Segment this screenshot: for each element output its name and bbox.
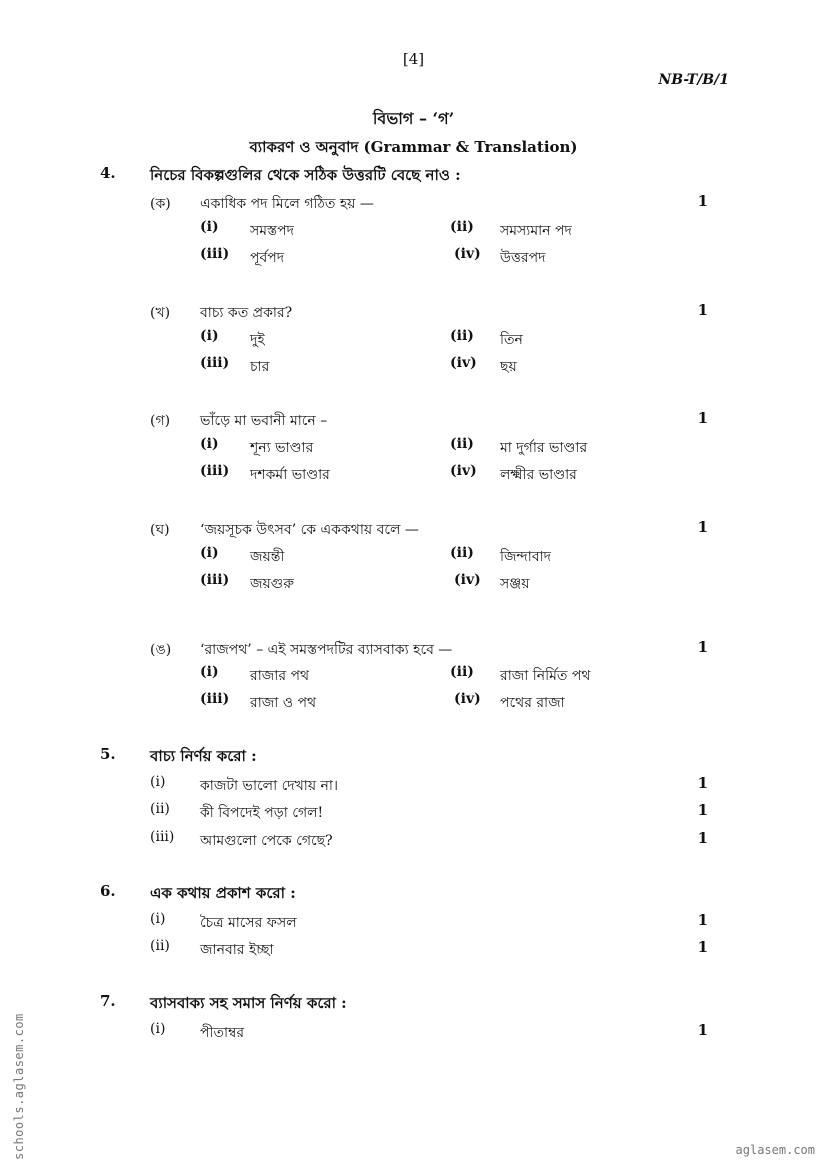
part-text: ‘রাজপথ’ – এই সমস্তপদটির ব্যাসবাক্য হবে — — [200, 642, 453, 658]
question-number: 4. — [100, 164, 116, 182]
option-label: (ii) — [450, 436, 474, 452]
item-label: (iii) — [150, 829, 175, 845]
part-label: (গ) — [150, 413, 171, 429]
part-text: ভাঁড়ে মা ভবানী মানে – — [200, 413, 328, 429]
marks: 1 — [697, 911, 708, 929]
option-text: ছয় — [500, 359, 517, 375]
option-label: (ii) — [450, 328, 474, 344]
option-text: তিন — [500, 332, 523, 348]
option-label: (iii) — [200, 463, 230, 479]
marks: 1 — [697, 192, 708, 210]
item-text: আমগুলো পেকে গেছে? — [200, 833, 333, 849]
option-text: চার — [250, 359, 270, 375]
item-text: কী বিপদেই পড়া গেল! — [200, 805, 324, 821]
option-label: (iii) — [200, 691, 230, 707]
item-label: (ii) — [150, 801, 170, 817]
option-text: সমস্যমান পদ — [500, 223, 572, 239]
question-text: নিচের বিকল্পগুলির থেকে সঠিক উত্তরটি বেছে নাও : — [150, 166, 461, 184]
question-text: ব্যাসবাক্য সহ সমাস নির্ণয় করো : — [150, 994, 347, 1012]
option-text: সঞ্জয় — [500, 576, 530, 592]
question-number: 5. — [100, 745, 116, 763]
option-label: (iv) — [450, 463, 477, 479]
item-label: (i) — [150, 774, 166, 790]
option-label: (iv) — [454, 691, 481, 707]
section-title: বিভাগ – ‘গ’ — [372, 109, 455, 128]
item-label: (ii) — [150, 938, 170, 954]
option-text: দুই — [250, 332, 265, 348]
marks: 1 — [697, 518, 708, 536]
question-number: 6. — [100, 882, 116, 900]
paper-code: NB-T/B/1 — [658, 72, 729, 88]
option-text: জিন্দাবাদ — [500, 549, 552, 565]
option-text: উত্তরপদ — [500, 250, 546, 266]
item-text: কাজটা ভালো দেখায় না। — [200, 778, 338, 794]
option-label: (i) — [200, 219, 219, 235]
option-text: দশকর্মা ভাণ্ডার — [250, 467, 330, 483]
item-label: (i) — [150, 911, 166, 927]
option-text: সমস্তপদ — [250, 223, 294, 239]
option-text: জয়ন্তী — [250, 549, 285, 565]
item-text: পীতাম্বর — [200, 1025, 245, 1041]
option-text: রাজার পথ — [250, 668, 310, 684]
item-text: জানবার ইচ্ছা — [200, 942, 274, 958]
marks: 1 — [697, 801, 708, 819]
option-label: (iii) — [200, 572, 230, 588]
part-label: (ক) — [150, 196, 171, 212]
part-text: একাধিক পদ মিলে গঠিত হয় — — [200, 196, 374, 212]
option-text: রাজা ও পথ — [250, 695, 317, 711]
option-label: (ii) — [450, 664, 474, 680]
part-text: ‘জয়সূচক উৎসব’ কে এককথায় বলে — — [200, 522, 419, 538]
option-text: পথের রাজা — [500, 695, 565, 711]
option-label: (ii) — [450, 219, 474, 235]
part-label: (ঙ) — [150, 642, 172, 658]
option-label: (iv) — [454, 572, 481, 588]
marks: 1 — [697, 301, 708, 319]
option-label: (i) — [200, 664, 219, 680]
option-text: রাজা নির্মিত পথ — [500, 668, 591, 684]
section-subtitle: ব্যাকরণ ও অনুবাদ (Grammar & Translation) — [249, 138, 578, 156]
item-text: চৈত্র মাসের ফসল — [200, 915, 297, 931]
bottom-watermark: aglasem.com — [735, 1143, 815, 1157]
option-label: (iii) — [200, 246, 230, 262]
marks: 1 — [697, 938, 708, 956]
question-number: 7. — [100, 992, 116, 1010]
option-label: (i) — [200, 328, 219, 344]
marks: 1 — [697, 409, 708, 427]
part-text: বাচ্য কত প্রকার? — [200, 305, 293, 321]
marks: 1 — [697, 638, 708, 656]
marks: 1 — [697, 774, 708, 792]
question-text: বাচ্য নির্ণয় করো : — [150, 747, 257, 765]
option-label: (iv) — [454, 246, 481, 262]
option-text: পূর্বপদ — [250, 250, 285, 266]
page-number: [4] — [402, 50, 425, 68]
marks: 1 — [697, 1021, 708, 1039]
item-label: (i) — [150, 1021, 166, 1037]
option-label: (iii) — [200, 355, 230, 371]
option-text: শূন্য ভাণ্ডার — [250, 440, 314, 456]
option-label: (iv) — [450, 355, 477, 371]
option-text: লক্ষ্মীর ভাণ্ডার — [500, 467, 577, 483]
part-label: (খ) — [150, 305, 171, 321]
side-watermark: schools.aglasem.com — [12, 1013, 26, 1160]
part-label: (ঘ) — [150, 522, 170, 538]
question-text: এক কথায় প্রকাশ করো : — [150, 884, 296, 902]
option-text: মা দুর্গার ভাণ্ডার — [500, 440, 588, 456]
option-text: জয়গুরু — [250, 576, 294, 592]
option-label: (i) — [200, 436, 219, 452]
option-label: (i) — [200, 545, 219, 561]
option-label: (ii) — [450, 545, 474, 561]
marks: 1 — [697, 829, 708, 847]
